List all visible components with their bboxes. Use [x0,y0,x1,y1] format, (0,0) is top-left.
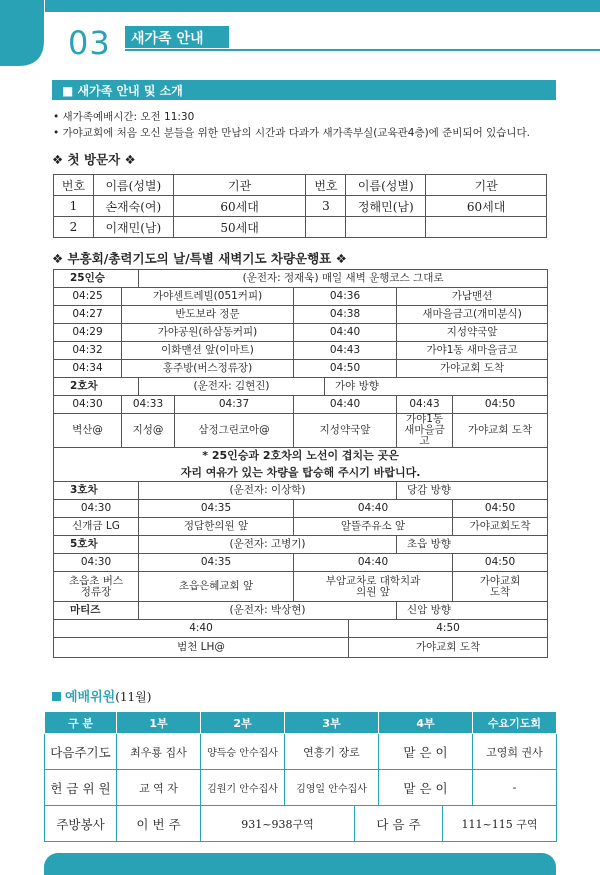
stop-cell: 가야교회 도착 [453,572,548,602]
bus3-driver: (운전자: 이상학) [139,482,397,500]
table-row [54,448,548,482]
table-row [54,482,548,500]
stop-cell: 이화맨션 앞(이마트) [122,342,294,360]
matiz-label: 마티즈 [54,602,139,620]
time-cell: 04:30 [54,500,139,518]
cell: 손재숙(여) [93,196,173,217]
table-row [45,770,557,806]
visitor-section-title: ❖ 첫 방문자 ❖ [52,152,136,167]
time-cell: 04:50 [294,360,397,378]
table-row [54,217,547,238]
shuttle-section-title: ❖ 부흥회/총력기도의 날/특별 새벽기도 차량운행표 ❖ [52,251,347,266]
table-row [54,306,548,324]
time-cell: 04:40 [294,396,397,414]
overlap-notice [54,448,548,482]
time-cell: 4:40 [54,620,349,638]
cell: 최우룡 집사 [117,734,201,770]
stop-cell: 초읍은혜교회 앞 [139,572,294,602]
cell: 111~115 구역 [443,806,557,842]
table-row [54,378,548,396]
cell: 김영일 안수집사 [285,770,379,806]
header-corner-decoration [0,0,44,66]
bus2-direction: 가야 방향 [325,378,548,396]
cell [426,217,547,238]
cell: 맡 은 이 [379,770,473,806]
matiz-direction: 신암 방향 [397,602,548,620]
cell: 50세대 [173,217,306,238]
section-number: 03 [68,24,111,62]
stop-cell: 홍주방(버스정류장) [122,360,294,378]
cell: 교 역 자 [117,770,201,806]
header-cell: 1부 [117,712,201,734]
footer-bar [44,853,556,875]
stop-cell: 범천 LH@ [54,638,349,658]
stop-cell: 가남맨션 [397,288,548,306]
row-label: 다음주기도 [45,734,117,770]
cell: 이재민(남) [93,217,173,238]
time-cell: 04:37 [175,396,294,414]
table-row [54,360,548,378]
stop-cell: 지성약국앞 [294,414,397,448]
time-cell: 04:30 [54,396,122,414]
time-cell: 04:38 [294,306,397,324]
shuttle-table [53,269,548,658]
cell: 60세대 [173,196,306,217]
table-row [54,175,547,196]
stop-cell: 가야교회 도착 [349,638,548,658]
cell: 정해민(남) [346,196,426,217]
table-row [54,554,548,572]
table-row [54,270,548,288]
cell: 고영희 권사 [473,734,557,770]
cell: 양득승 안수집사 [201,734,285,770]
table-row [54,638,548,658]
table-row [45,712,557,734]
stop-cell: 지성약국앞 [397,324,548,342]
stop-cell: 가야교회 도착 [397,360,548,378]
cell: 3 [306,196,346,217]
header-underline [125,49,600,51]
stop-cell: 반도보라 정문 [122,306,294,324]
table-row [45,806,557,842]
bus25-label: 25인승 [54,270,139,288]
table-row [54,342,548,360]
stop-cell: 가야교회도착 [453,518,548,536]
time-cell: 4:50 [349,620,548,638]
worship-title-text: 예배위원 [65,690,116,705]
time-cell: 04:50 [453,396,548,414]
cell: - [473,770,557,806]
stop-cell: 알뜰주유소 앞 [294,518,453,536]
page-title: 새가족 안내 [125,26,229,48]
stop-cell: 가야교회 도착 [453,414,548,448]
header-cell: 구 분 [45,712,117,734]
bus3-direction: 당감 방향 [397,482,548,500]
worship-table [44,711,557,842]
stop-cell: 벽산@ [54,414,122,448]
stop-cell: 가야1동 새마을금고 [397,342,548,360]
table-row [54,196,547,217]
intro-section-title: ■ 새가족 안내 및 소개 [52,80,556,100]
row-label: 헌 금 위 원 [45,770,117,806]
stop-cell: 정담한의원 앞 [139,518,294,536]
intro-bullet-time: • 새가족예배시간: 오전 11:30 [53,111,195,123]
header-cell: 기관 [426,175,547,196]
cell: 연흥기 장로 [285,734,379,770]
time-cell: 04:50 [453,500,548,518]
time-cell: 04:29 [54,324,122,342]
intro-bullet-meeting: • 가야교회에 처음 오신 분들을 위한 만남의 시간과 다과가 새가족부실(교육관4층)에 준비되어 있습니다. [53,127,530,139]
time-cell: 04:36 [294,288,397,306]
cell: 931~938구역 [201,806,355,842]
time-cell: 04:25 [54,288,122,306]
time-cell: 04:50 [453,554,548,572]
stop-cell: 지성@ [122,414,175,448]
header-cell: 2부 [201,712,285,734]
stop-cell: 새마을금고(개미분식) [397,306,548,324]
time-cell: 04:27 [54,306,122,324]
bus2-label: 2호차 [54,378,139,396]
cell [346,217,426,238]
header-cell: 3부 [285,712,379,734]
table-row [54,620,548,638]
table-row [54,572,548,602]
matiz-driver: (운전자: 박상현) [139,602,397,620]
worship-month: (11월) [115,690,152,704]
table-row [54,324,548,342]
cell: 1 [54,196,94,217]
cell: 다 음 주 [355,806,443,842]
header-cell: 번호 [54,175,94,196]
bus5-driver: (운전자: 고병기) [139,536,397,554]
stop-cell: 가야센트레빌(051커피) [122,288,294,306]
time-cell: 04:43 [294,342,397,360]
header-cell: 이름(성별) [346,175,426,196]
stop-cell: 초읍초 버스정류장 [54,572,139,602]
bus3-label: 3호차 [54,482,139,500]
visitor-table [53,174,547,238]
time-cell: 04:43 [397,396,453,414]
bus2-driver: (운전자: 김현진) [139,378,325,396]
time-cell: 04:33 [122,396,175,414]
header-cell: 이름(성별) [93,175,173,196]
stop-cell: 삼정그린코아@ [175,414,294,448]
table-row [45,734,557,770]
cell: 이 번 주 [117,806,201,842]
row-label: 주방봉사 [45,806,117,842]
stop-cell: 가야1동 새마을금고 [397,414,453,448]
table-row [54,518,548,536]
bus5-label: 5호차 [54,536,139,554]
cell: 60세대 [426,196,547,217]
header-cell: 번호 [306,175,346,196]
table-row [54,500,548,518]
stop-cell: 가야공원(하삼동커피) [122,324,294,342]
time-cell: 04:35 [139,554,294,572]
notice-line-1: * 25인승과 2호차의 노선이 겹치는 곳은 [202,449,399,463]
bus5-direction: 초읍 방향 [397,536,548,554]
table-row [54,414,548,448]
cell [306,217,346,238]
stop-cell: 신개금 LG [54,518,139,536]
cell: 김원기 안수집사 [201,770,285,806]
bus25-note: (운전자: 정재욱) 매일 새벽 운행코스 그대로 [139,270,548,288]
time-cell: 04:40 [294,554,453,572]
time-cell: 04:34 [54,360,122,378]
square-bullet-icon [52,692,61,701]
time-cell: 04:35 [139,500,294,518]
table-row [54,536,548,554]
worship-section-title [52,686,151,705]
header-cell: 4부 [379,712,473,734]
header-cell: 기관 [173,175,306,196]
header-cell: 수요기도회 [473,712,557,734]
table-row [54,396,548,414]
cell: 맡 은 이 [379,734,473,770]
time-cell: 04:32 [54,342,122,360]
notice-line-2: 자리 여유가 있는 차량을 탑승해 주시기 바랍니다. [180,465,421,479]
table-row [54,602,548,620]
time-cell: 04:40 [294,500,453,518]
stop-cell: 부암교차로 대학치과의원 앞 [294,572,453,602]
time-cell: 04:30 [54,554,139,572]
time-cell: 04:40 [294,324,397,342]
table-row [54,288,548,306]
header-top-bar [45,0,600,12]
cell: 2 [54,217,94,238]
